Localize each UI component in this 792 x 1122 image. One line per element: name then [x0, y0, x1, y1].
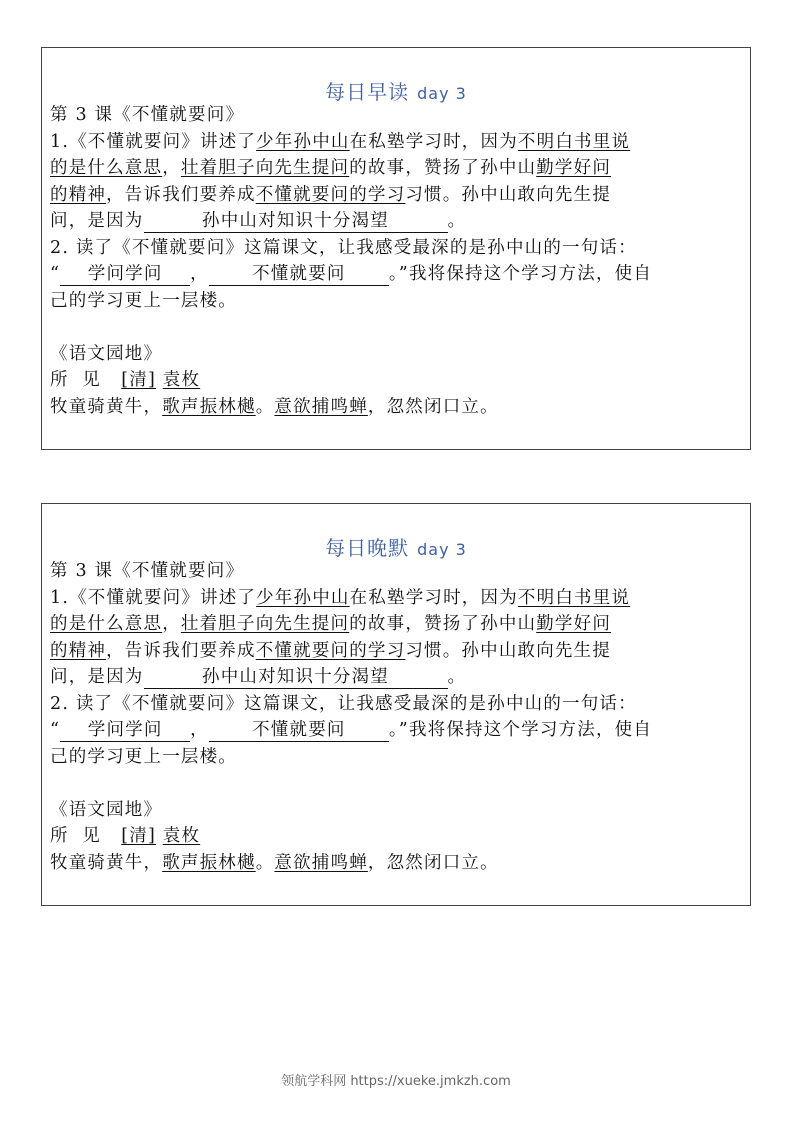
- poem-author: 袁枚: [162, 370, 201, 390]
- text: “: [50, 720, 61, 740]
- fill-blank-answer: 孙中山对知识十分渴望: [144, 210, 448, 233]
- text: ，: [190, 264, 209, 284]
- fill-blank-answer: 孙中山对知识十分渴望: [144, 666, 448, 689]
- answer-underlined: 不懂就要问的学习: [255, 184, 406, 205]
- text: 。: [255, 396, 275, 417]
- poem-dynasty: [清]: [121, 826, 156, 846]
- spacer: [50, 770, 746, 797]
- answer-underlined: 的精神: [50, 640, 107, 661]
- text: 问，是因为: [50, 211, 144, 231]
- text: 的故事，赞扬了孙中山: [349, 158, 537, 178]
- question-2-line-1: 2. 读了《不懂就要问》这篇课文，让我感受最深的是孙中山的一句话：: [50, 237, 637, 258]
- text: 习惯。孙中山敢向先生提: [405, 184, 612, 205]
- question-2-line-3: 己的学习更上一层楼。: [50, 290, 237, 311]
- text: 。: [447, 211, 467, 231]
- poem-author: 袁枚: [162, 826, 201, 846]
- poem-underlined: 歌声振林樾: [162, 396, 256, 417]
- text: 牧童骑黄牛，: [50, 396, 163, 417]
- text: 的故事，赞扬了孙中山: [349, 614, 537, 634]
- text: ，: [162, 158, 181, 178]
- poem-text: [50, 394, 746, 421]
- text: “: [50, 264, 61, 284]
- poem-underlined: 意欲捕鸣蝉: [274, 852, 368, 873]
- question-1-line-2: [50, 611, 746, 638]
- text: 牧童骑黄牛，: [50, 852, 163, 873]
- answer-underlined: 的是什么意思: [50, 614, 163, 634]
- question-1-line-3: [50, 638, 746, 665]
- fill-blank-answer: 不懂就要问: [209, 263, 389, 286]
- text: 。: [255, 852, 275, 873]
- poem-underlined: 意欲捕鸣蝉: [274, 396, 368, 417]
- card-content: [50, 102, 746, 420]
- footer-watermark: 领航学科网 https://xueke.jmkzh.com: [281, 1074, 511, 1089]
- poem-title-line: [50, 823, 746, 850]
- question-2-line-2: [50, 261, 746, 288]
- answer-underlined: 壮着胆子向先生提问: [180, 614, 350, 634]
- text: 在私塾学习时，因为: [349, 587, 518, 608]
- answer-underlined: 的精神: [50, 184, 107, 205]
- answer-underlined: 少年孙中山: [256, 131, 350, 152]
- fill-blank-answer: 学问学问: [60, 263, 190, 286]
- text: 。”我将保持这个学习方法，使自: [388, 720, 653, 740]
- card-title-text: 每日晚默: [325, 536, 410, 560]
- answer-underlined: 的是什么意思: [50, 158, 163, 178]
- answer-underlined: 少年孙中山: [256, 587, 350, 608]
- morning-reading-card: [41, 47, 751, 450]
- card-title: [42, 532, 750, 561]
- card-title-text: 每日早读: [325, 80, 410, 104]
- poem-title: 所 见: [50, 370, 101, 390]
- garden-heading: 《语文园地》: [50, 799, 163, 820]
- poem-title: 所 见: [50, 826, 101, 846]
- text: 。: [447, 667, 467, 687]
- question-2-line-2: [50, 717, 746, 744]
- text: ，忽然闭口立。: [367, 396, 499, 417]
- question-1-line-3: [50, 182, 746, 209]
- text: ，告诉我们要养成: [106, 640, 256, 661]
- spacer: [50, 314, 746, 341]
- lesson-title: 第 3 课《不懂就要问》: [50, 105, 245, 125]
- text: 。”我将保持这个学习方法，使自: [388, 264, 653, 284]
- text: 在私塾学习时，因为: [349, 131, 518, 152]
- answer-underlined: 不明白书里说: [517, 587, 631, 608]
- text: 问，是因为: [50, 667, 144, 687]
- question-1-line-4: [50, 664, 746, 691]
- text: ，: [162, 614, 181, 634]
- text: ，忽然闭口立。: [367, 852, 499, 873]
- poem-text: [50, 850, 746, 877]
- answer-underlined: 不明白书里说: [517, 131, 631, 152]
- fill-blank-answer: 不懂就要问: [209, 719, 389, 742]
- poem-dynasty: [清]: [121, 370, 156, 390]
- question-1-line-4: [50, 208, 746, 235]
- day-label: day 3: [417, 540, 467, 559]
- text: ，: [190, 720, 209, 740]
- question-1-line-1: [50, 585, 746, 612]
- poem-underlined: 歌声振林樾: [162, 852, 256, 873]
- question-1-line-2: [50, 155, 746, 182]
- text: 1.《不懂就要问》讲述了: [50, 131, 257, 152]
- question-2-line-3: 己的学习更上一层楼。: [50, 746, 237, 767]
- poem-title-line: [50, 367, 746, 394]
- lesson-title: 第 3 课《不懂就要问》: [50, 561, 245, 581]
- evening-dictation-card: [41, 503, 751, 906]
- card-title: [42, 76, 750, 105]
- answer-underlined: 勤学好问: [536, 614, 612, 634]
- question-1-line-1: [50, 129, 746, 156]
- question-2-line-1: 2. 读了《不懂就要问》这篇课文，让我感受最深的是孙中山的一句话：: [50, 693, 637, 714]
- fill-blank-answer: 学问学问: [60, 719, 190, 742]
- answer-underlined: 勤学好问: [536, 158, 612, 178]
- text: ，告诉我们要养成: [106, 184, 256, 205]
- card-content: [50, 558, 746, 876]
- day-label: day 3: [417, 84, 467, 103]
- answer-underlined: 壮着胆子向先生提问: [180, 158, 350, 178]
- answer-underlined: 不懂就要问的学习: [255, 640, 406, 661]
- text: 习惯。孙中山敢向先生提: [405, 640, 612, 661]
- text: 1.《不懂就要问》讲述了: [50, 587, 257, 608]
- garden-heading: 《语文园地》: [50, 343, 163, 364]
